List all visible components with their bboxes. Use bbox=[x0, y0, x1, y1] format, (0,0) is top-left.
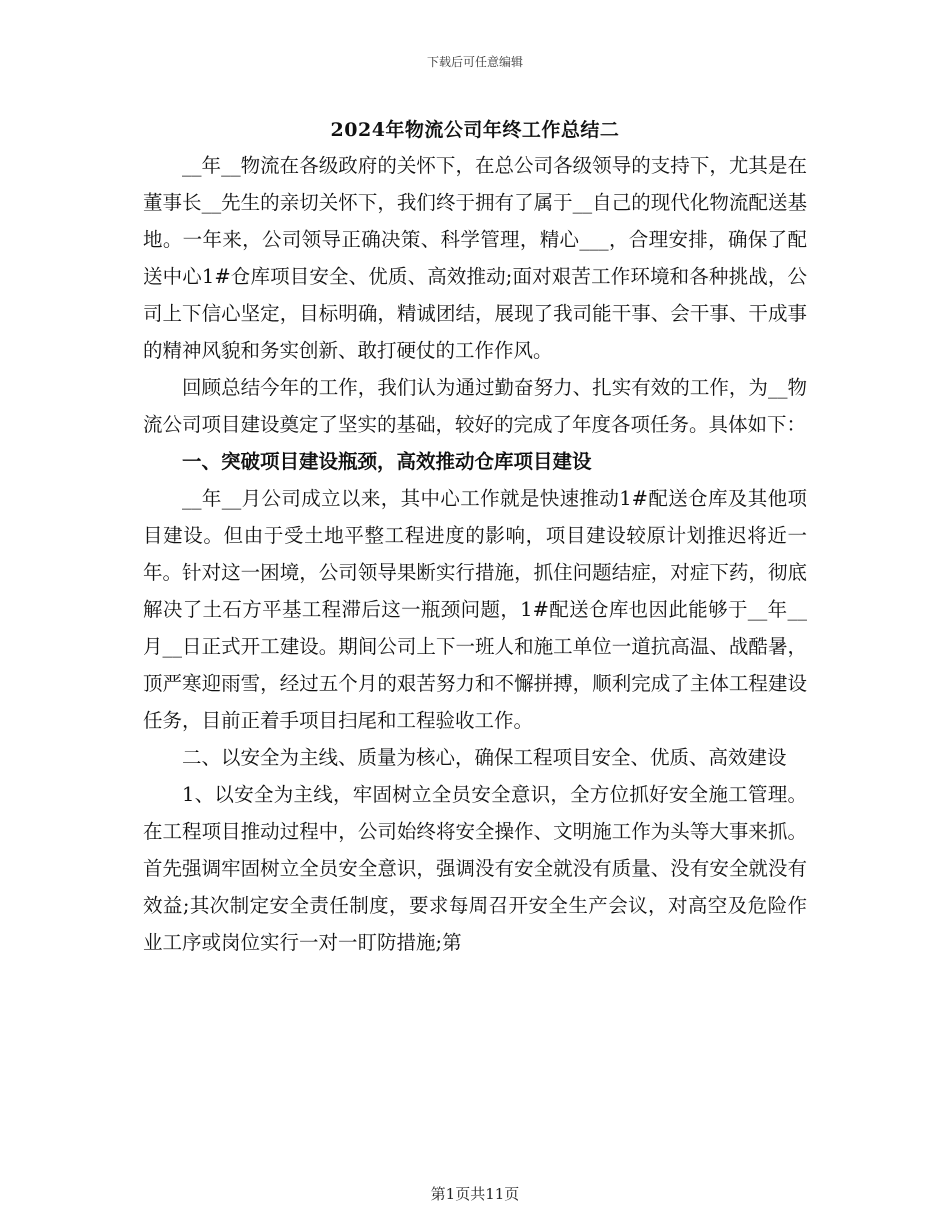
page-number: 第1页共11页 bbox=[430, 1185, 520, 1203]
document-body bbox=[143, 147, 807, 961]
paragraph-section-1: __年__月公司成立以来，其中心工作就是快速推动1#配送仓库及其他项目建设。但由于受土地平整工程进度的影响，项目建设较原计划推迟将近一年。针对这一困境，公司领导果断实行措施，抓住问题结症，对症下药，彻底解决了土石方平基工程滞后这一瓶颈问题，1#配送仓库也因此能够于__年__月__日正式开工建设。期间公司上下一班人和施工单位一道抗高温、战酷暑，顶严寒迎雨雪，经过五个月的艰苦努力和不懈拼搏，顺利完成了主体工程建设任务，目前正着手项目扫尾和工程验收工作。 bbox=[143, 487, 807, 732]
paragraph-review: 回顾总结今年的工作，我们认为通过勤奋努力、扎实有效的工作，为__物流公司项目建设奠定了坚实的基础，较好的完成了年度各项任务。具体如下： bbox=[143, 376, 807, 436]
paragraph-safety: 1、以安全为主线，牢固树立全员安全意识，全方位抓好安全施工管理。在工程项目推动过程中，公司始终将安全操作、文明施工作为头等大事来抓。首先强调牢固树立全员安全意识，强调没有安全就没有质量、没有安全就没有效益;其次制定安全责任制度，要求每周召开安全生产会议，对高空及危险作业工序或岗位实行一对一盯防措施;第 bbox=[143, 783, 807, 954]
page-header-note: 下载后可任意编辑 bbox=[426, 55, 523, 69]
document-title: 2024年物流公司年终工作总结二 bbox=[330, 119, 620, 141]
paragraph-intro: __年__物流在各级政府的关怀下，在总公司各级领导的支持下，尤其是在董事长__先生的亲切关怀下，我们终于拥有了属于__自己的现代化物流配送基地。一年来，公司领导正确决策、科学管理，精心___，合理安排，确保了配送中心1#仓库项目安全、优质、高效推动;面对艰苦工作环境和各种挑战，公司上下信心坚定，目标明确，精诚团结，展现了我司能干事、会干事、干成事的精神风貌和务实创新、敢打硬仗的工作作风。 bbox=[143, 154, 807, 362]
section-heading-2: 二、以安全为主线、质量为核心，确保工程项目安全、优质、高效建设 bbox=[182, 746, 787, 769]
section-heading-1: 一、突破项目建设瓶颈，高效推动仓库项目建设 bbox=[182, 450, 592, 473]
